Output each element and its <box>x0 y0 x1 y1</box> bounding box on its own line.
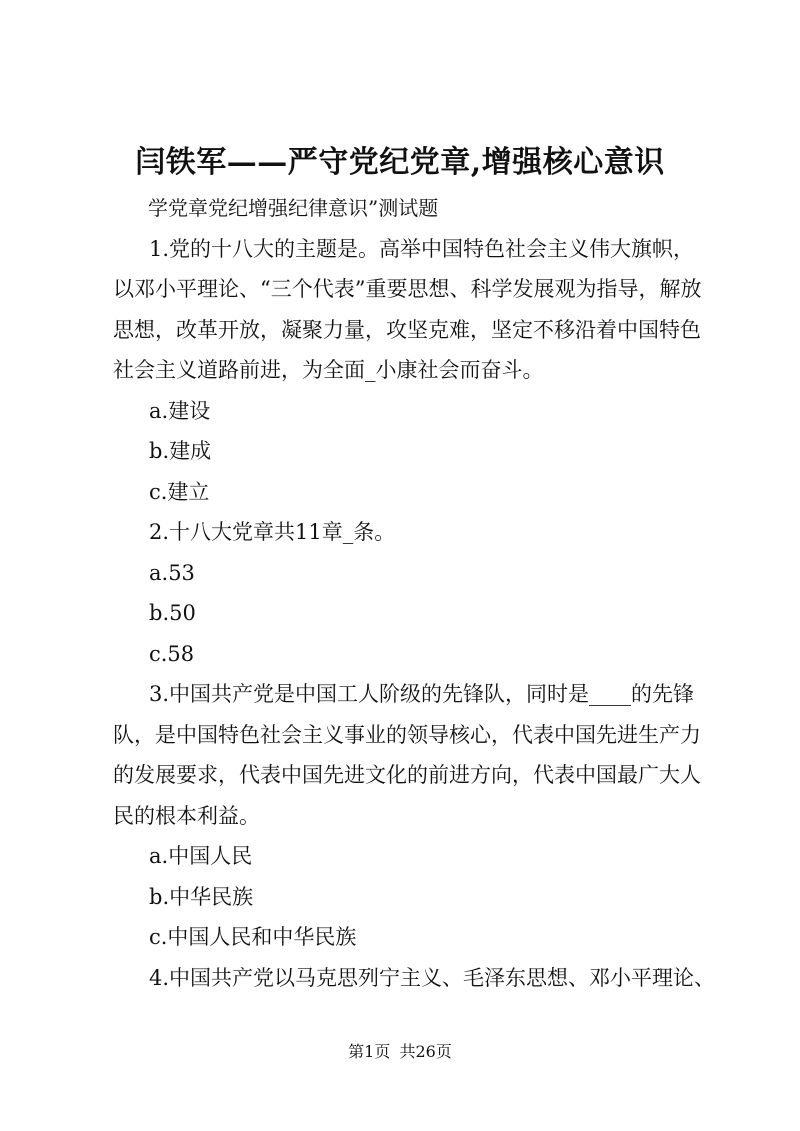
page-total: 共26页 <box>399 1042 452 1061</box>
document-body <box>113 188 716 998</box>
question-2-option-c: c.58 <box>149 641 195 666</box>
question-1-option-a: a.建设 <box>149 398 211 423</box>
page-footer <box>0 1040 800 1064</box>
question-2-option-a: a.53 <box>149 560 195 585</box>
question-2-option-b: b.50 <box>149 601 196 625</box>
question-3-option-a: a.中国人民 <box>149 844 253 868</box>
question-3-option-b: b.中华民族 <box>149 884 254 909</box>
page-number: 第1页 <box>348 1042 391 1061</box>
question-1-option-c: c.建立 <box>149 479 210 504</box>
page-title: 闫铁军——严守党纪党章,增强核心意识 <box>135 145 665 180</box>
question-4-text: 4.中国共产党以马克思列宁主义、毛泽东思想、邓小平理论、 <box>149 965 716 990</box>
question-1-text: 1.党的十八大的主题是。高举中国特色社会主义伟大旗帜，以邓小平理论、“三个代表”重要思想、科学发展观为指导，解放思想，改革开放，凝聚力量，攻坚克难，坚定不移沿着中国特色社会主义道路前进，为全面_小康社会而奋斗。 <box>113 236 702 382</box>
question-2-text: 2.十八大党章共11章_条。 <box>149 520 396 544</box>
question-3-text: 3.中国共产党是中国工人阶级的先锋队，同时是____的先锋队，是中国特色社会主义事业的领导核心，代表中国先进生产力的发展要求，代表中国先进文化的前进方向，代表中国最广大人民的根本利益。 <box>113 682 701 828</box>
document-subtitle: 学党章党纪增强纪律意识”测试题 <box>148 196 439 220</box>
question-3-option-c: c.中国人民和中华民族 <box>149 925 357 949</box>
question-1-option-b: b.建成 <box>149 439 212 463</box>
